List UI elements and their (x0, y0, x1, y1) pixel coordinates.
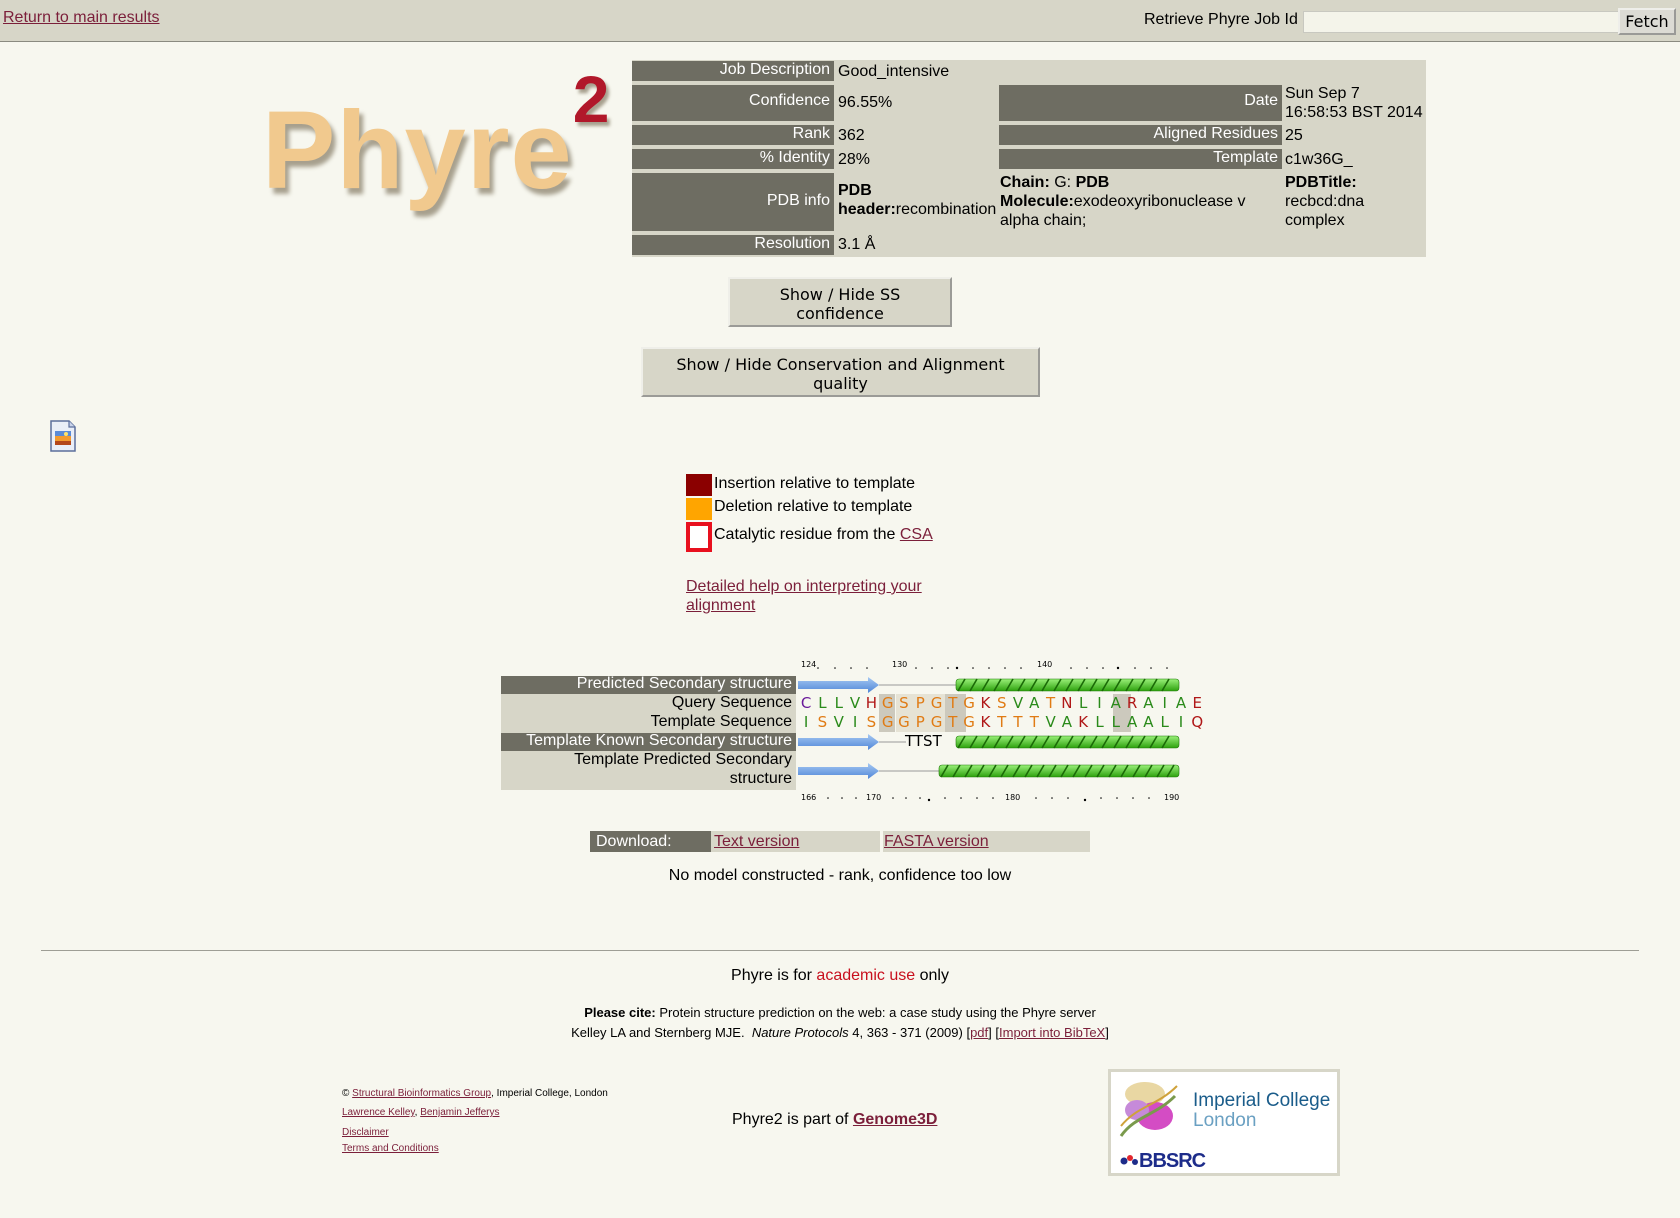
pdb-title (1285, 173, 1364, 230)
ruler-top-124: 124 (801, 660, 817, 669)
academic-post: only (919, 967, 949, 984)
residue: H (865, 694, 877, 712)
query-sequence (798, 694, 1205, 712)
pdb-header-bold-2: header: (838, 201, 896, 218)
deletion-legend-text: Deletion relative to template (714, 498, 913, 515)
lawrence-kelley-link[interactable]: Lawrence Kelley (342, 1107, 415, 1118)
pdf-link[interactable]: pdf (970, 1025, 989, 1040)
residue: L (818, 694, 827, 712)
residue: I (1162, 694, 1167, 712)
residue: G (930, 694, 943, 712)
confidence-label: Confidence (632, 85, 834, 121)
residue: I (852, 713, 858, 731)
cite-bold: Please cite: (584, 1005, 656, 1020)
cite-text: Protein structure prediction on the web: a case study using the Phyre server (659, 1005, 1096, 1020)
residue: T (1029, 713, 1039, 731)
catalytic-swatch (686, 522, 712, 552)
genome3d-notice (732, 1111, 937, 1129)
residue: S (866, 713, 877, 731)
disclaimer-line (342, 1127, 389, 1138)
citation-line-1 (0, 1005, 1680, 1020)
date-label: Date (999, 85, 1282, 121)
template-pred-ss-label-1: Template Predicted Secondary (574, 751, 792, 768)
residue: A (1029, 694, 1040, 712)
detailed-help-link[interactable]: Detailed help on interpreting your alignment (686, 578, 922, 614)
footer-divider (41, 950, 1639, 951)
rank-label: Rank (632, 125, 834, 145)
genome-pre: Phyre2 is part of (732, 1111, 849, 1128)
top-bar (0, 0, 1680, 42)
residue: A (1143, 713, 1154, 731)
insertion-legend-text: Insertion relative to template (714, 475, 915, 492)
residue: V (833, 713, 844, 731)
bbsrc-dots-icon (1119, 1152, 1139, 1168)
beta-strand-icon (798, 763, 879, 779)
residue: E (1192, 694, 1203, 712)
benjamin-jefferys-link[interactable]: Benjamin Jefferys (420, 1107, 500, 1118)
authors-line (342, 1107, 500, 1118)
residue: N (1061, 694, 1073, 712)
known-ss-track (798, 733, 1183, 751)
no-model-message: No model constructed - rank, confidence too low (668, 867, 1012, 884)
residue: A (1175, 694, 1187, 712)
pred-ss-label: Predicted Secondary structure (576, 675, 792, 692)
imperial-line-2: London (1193, 1110, 1257, 1131)
residue: P (915, 713, 925, 731)
pdb-header-value: recombination (895, 201, 997, 218)
ruler-bottom-180: 180 (1005, 793, 1021, 802)
retrieve-job-label: Retrieve Phyre Job Id (1144, 11, 1298, 28)
cite-journal: Nature Protocols (751, 1025, 849, 1040)
template-predicted-ss-track (798, 762, 1183, 780)
job-description-value: Good_intensive (838, 63, 950, 80)
bibtex-link[interactable]: Import into BibTeX (999, 1025, 1106, 1040)
ruler-top-140: 140 (1037, 660, 1053, 669)
image-file-icon[interactable] (49, 419, 77, 453)
residue: G (930, 713, 943, 731)
predicted-ss-track (798, 676, 1183, 694)
residue: L (1111, 713, 1120, 731)
residue: R (1126, 694, 1138, 712)
beta-strand-icon (798, 734, 879, 750)
residue: A (1143, 694, 1154, 712)
pdb-info-label: PDB info (632, 173, 834, 231)
cite-ref: 4, 363 - 371 (2009) [ (852, 1025, 971, 1040)
catalytic-legend-text: Catalytic residue from the (714, 526, 896, 543)
academic-pre: Phyre is for (731, 967, 812, 984)
residue: T (948, 713, 958, 731)
chain-pdb-bold: PDB (1075, 174, 1110, 191)
residue: T (997, 713, 1007, 731)
residue: I (803, 713, 809, 731)
residue: G (881, 713, 894, 731)
ruler-bottom-166: 166 (801, 793, 817, 802)
residue: P (915, 694, 925, 712)
ruler-bottom-dots (798, 792, 1183, 804)
template-sequence (798, 713, 1205, 731)
residue: I (1097, 694, 1102, 712)
dna-molecule-icon (1115, 1076, 1183, 1140)
date-line-1: Sun Sep 7 (1285, 85, 1360, 102)
deletion-swatch (686, 498, 712, 520)
pdb-header (838, 181, 996, 219)
logo-superscript: 2 (572, 62, 611, 136)
catalytic-legend (714, 526, 933, 544)
resolution-value: 3.1 Å (838, 236, 876, 253)
residue: L (1079, 694, 1088, 712)
copyright-symbol: © (342, 1088, 350, 1099)
template-pred-ss-label-2: structure (729, 770, 792, 787)
residue: V (849, 694, 861, 712)
job-description-label: Job Description (632, 61, 834, 81)
residue: A (1110, 694, 1121, 712)
fetch-button[interactable]: Fetch (1618, 8, 1676, 35)
query-sequence-label: Query Sequence (671, 694, 792, 711)
known-ss-label: Template Known Secondary structure (526, 732, 792, 749)
terms-link[interactable]: Terms and Conditions (342, 1143, 439, 1154)
chain-bold: Chain: (1000, 174, 1050, 191)
residue: K (980, 713, 991, 731)
academic-use-text: academic use (816, 967, 916, 984)
genome3d-link[interactable]: Genome3D (852, 1111, 938, 1128)
molecule-value: exodeoxyribonuclease v alpha chain; (1000, 193, 1246, 229)
residue: T (1013, 713, 1023, 731)
return-to-main-results-link[interactable]: Return to main results (3, 9, 160, 26)
template-label: Template (999, 149, 1282, 169)
ruler-top-130: 130 (892, 660, 908, 669)
aligned-residues-value: 25 (1285, 127, 1303, 144)
residue: I (1178, 713, 1184, 731)
sbg-link[interactable]: Structural Bioinformatics Group (352, 1088, 492, 1099)
phyre2-logo (262, 62, 611, 212)
residue: L (1095, 713, 1104, 731)
pdb-header-bold-1: PDB (838, 182, 872, 199)
show-hide-conservation-button[interactable]: Show / Hide Conservation and Alignment quality (641, 347, 1040, 397)
aligned-residues-label: Aligned Residues (999, 125, 1282, 145)
residue: G (963, 713, 975, 731)
bbsrc-text: BBSRC (1139, 1150, 1206, 1172)
pdbtitle-bold: PDBTitle: (1285, 174, 1357, 191)
sbg-post: , Imperial College, London (491, 1088, 608, 1099)
residue: C (800, 694, 812, 712)
confidence-value: 96.55% (838, 94, 893, 111)
copyright-line (342, 1088, 608, 1099)
residue: T (948, 694, 958, 712)
disclaimer-link[interactable]: Disclaimer (342, 1127, 389, 1138)
job-info-table (632, 60, 1426, 257)
chain-value: G: (1054, 174, 1072, 191)
residue: K (980, 694, 991, 712)
download-separator (880, 831, 883, 852)
logo-text: Phyre (262, 89, 573, 212)
insertion-swatch (686, 474, 712, 496)
residue: V (1012, 694, 1024, 712)
resolution-label: Resolution (632, 235, 834, 255)
residue: L (834, 694, 843, 712)
template-value: c1w36G_ (1285, 151, 1353, 168)
ruler-bottom-190: 190 (1164, 793, 1180, 802)
pdbtitle-line-2: complex (1285, 212, 1345, 229)
identity-label: % Identity (632, 149, 834, 169)
residue: G (898, 713, 910, 731)
residue: S (899, 694, 909, 712)
pdb-chain-molecule (1000, 173, 1280, 230)
residue: G (881, 694, 894, 712)
beta-strand-icon (798, 677, 879, 693)
pdbtitle-line-1: recbcd:dna (1285, 193, 1365, 210)
ruler-bottom-170: 170 (866, 793, 882, 802)
residue: A (1061, 713, 1073, 731)
fasta-version-link[interactable]: FASTA version (884, 833, 989, 850)
residue: S (996, 694, 1007, 712)
identity-value: 28% (838, 151, 871, 168)
show-hide-ss-confidence-button[interactable]: Show / Hide SS confidence (728, 277, 952, 327)
residue: A (1126, 713, 1138, 731)
partner-logos[interactable] (1108, 1069, 1340, 1176)
cite-authors: Kelley LA and Sternberg MJE. (571, 1025, 745, 1040)
residue: Q (1191, 713, 1204, 731)
cite-mid: ] [ (988, 1025, 999, 1040)
residue: T (1046, 694, 1056, 712)
residue: V (1045, 713, 1056, 731)
download-bar (590, 831, 1090, 852)
residue: L (1160, 713, 1169, 731)
residue: K (1078, 713, 1089, 731)
residue: S (817, 713, 828, 731)
molecule-bold: Molecule: (1000, 193, 1074, 210)
csa-link[interactable]: CSA (899, 526, 933, 543)
author-sep: , (414, 1107, 418, 1118)
citation-line-2 (0, 1025, 1680, 1040)
download-label: Download: (590, 831, 711, 852)
rank-value: 362 (838, 127, 865, 144)
residue: G (963, 694, 975, 712)
known-ss-turns: TTST (905, 732, 942, 750)
terms-line (342, 1143, 439, 1154)
template-sequence-label: Template Sequence (650, 713, 792, 730)
date-line-2: 16:58:53 BST 2014 (1285, 104, 1423, 121)
cite-end: ] (1105, 1025, 1109, 1040)
ruler-top-dots (798, 660, 1183, 672)
imperial-line-1: Imperial College (1193, 1090, 1331, 1111)
alpha-helix-icon (939, 765, 1179, 777)
job-id-input[interactable] (1303, 11, 1623, 33)
text-version-link[interactable]: Text version (714, 833, 800, 850)
academic-use-notice (0, 967, 1680, 985)
